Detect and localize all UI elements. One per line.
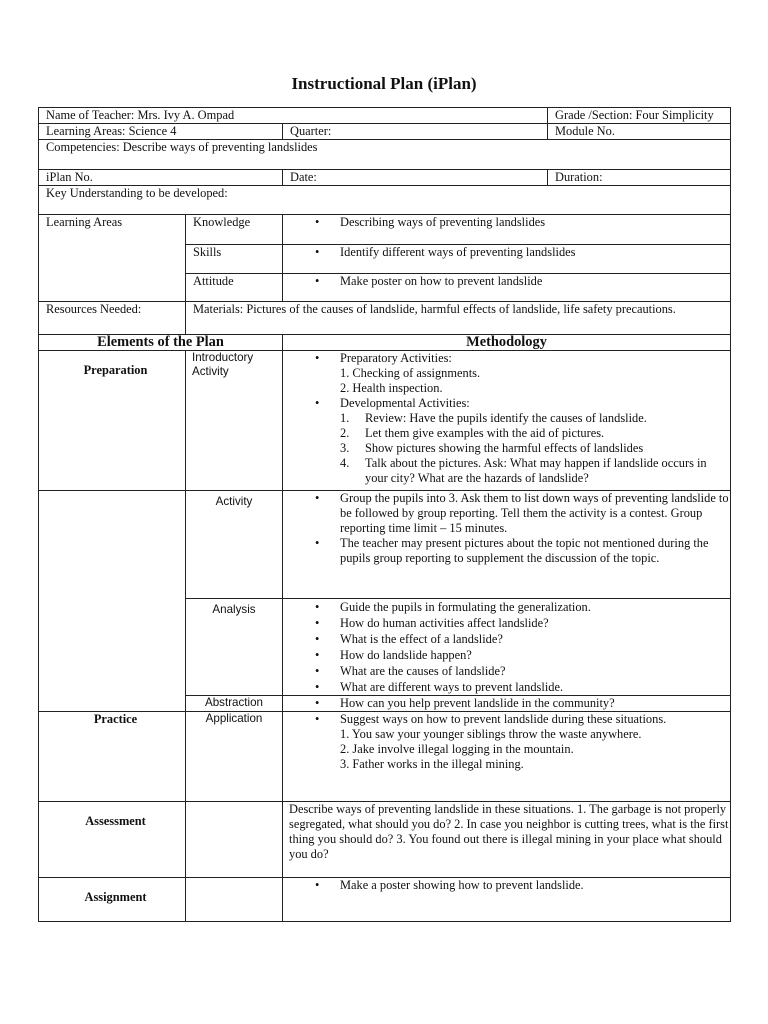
developmental-item: 4. Talk about the pictures. Ask: What may happen if landslide occurs in your city? What are the hazards of landslide? [340, 456, 707, 485]
assignment-methodology [283, 878, 731, 922]
attitude-item [283, 274, 731, 302]
preparation-label-cell [39, 351, 186, 491]
assignment-label: Assignment [84, 890, 147, 904]
preparatory-item: 2. Health inspection. [340, 381, 443, 395]
analysis-item: How do landslide happen? [340, 648, 472, 662]
analysis-item: What are the causes of landslide? [340, 664, 506, 678]
preparation-label: Preparation [83, 363, 148, 377]
date-cell: Date: [283, 170, 548, 186]
activity-methodology [283, 491, 731, 599]
row-teacher [39, 108, 731, 124]
row-knowledge [39, 215, 731, 245]
bullet-icon: • [315, 351, 320, 365]
row-resources [39, 302, 731, 335]
key-understanding-cell: Key Understanding to be developed: [39, 186, 731, 215]
introductory-activity-label: Introductory Activity [186, 351, 283, 491]
attitude-text: Make poster on how to prevent landslide [340, 274, 543, 288]
document-title: Instructional Plan (iPlan) [291, 74, 477, 93]
bullet-icon: • [315, 245, 320, 259]
row-assignment [39, 878, 731, 922]
bullet-icon: • [315, 536, 320, 550]
quarter-cell: Quarter: [283, 124, 548, 140]
developmental-item: 3. Show pictures showing the harmful effects of landslides [340, 441, 644, 455]
domain-skills: Skills [186, 245, 283, 274]
bullet-icon: • [315, 632, 320, 646]
assessment-blank-cell [186, 802, 283, 878]
iplan-no-cell: iPlan No. [39, 170, 283, 186]
bullet-icon: • [315, 712, 320, 726]
abstraction-methodology [283, 696, 731, 712]
abstraction-item: How can you help prevent landslide in the community? [340, 696, 615, 710]
knowledge-item [283, 215, 731, 245]
practice-item: 1. You saw your younger siblings throw the waste anywhere. [340, 727, 642, 741]
activity-item: Group the pupils into 3. Ask them to list down ways of preventing landslide to be followed by group reporting. Tell them the activity is a contest. Group reporting time limit – 15 minutes. [340, 491, 729, 535]
analysis-label: Analysis [186, 599, 283, 696]
assessment-label: Assessment [85, 814, 146, 828]
grade-section-cell: Grade /Section: Four Simplicity [548, 108, 731, 124]
domain-attitude: Attitude [186, 274, 283, 302]
practice-label: Practice [93, 712, 138, 726]
analysis-item: What is the effect of a landslide? [340, 632, 503, 646]
row-practice [39, 712, 731, 802]
competencies-cell: Competencies: Describe ways of preventing landslides [39, 140, 731, 170]
row-column-headers [39, 335, 731, 351]
bullet-icon: • [315, 878, 320, 892]
row-activity [39, 491, 731, 599]
practice-methodology [283, 712, 731, 802]
bullet-icon: • [315, 680, 320, 694]
bullet-icon: • [315, 491, 320, 505]
bullet-icon: • [315, 696, 320, 710]
practice-item: 2. Jake involve illegal logging in the mountain. [340, 742, 574, 756]
elements-header: Elements of the Plan [39, 335, 283, 351]
row-key-understanding [39, 186, 731, 215]
assignment-item: Make a poster showing how to prevent landslide. [340, 878, 584, 892]
developmental-item: 2. Let them give examples with the aid of pictures. [340, 426, 605, 440]
learning-areas-cell: Learning Areas: Science 4 [39, 124, 283, 140]
bullet-icon: • [315, 600, 320, 614]
practice-item: 3. Father works in the illegal mining. [340, 757, 524, 771]
analysis-methodology [283, 599, 731, 696]
domain-knowledge: Knowledge [186, 215, 283, 245]
resources-label: Resources Needed: [39, 302, 186, 335]
row-assessment [39, 802, 731, 878]
preparatory-heading: Preparatory Activities: [340, 351, 452, 365]
practice-heading: Suggest ways on how to prevent landslide during these situations. [340, 712, 667, 726]
row-iplan [39, 170, 731, 186]
duration-cell: Duration: [548, 170, 731, 186]
skills-item [283, 245, 731, 274]
practice-label-cell [39, 712, 186, 802]
methodology-header: Methodology [283, 335, 731, 351]
teacher-cell: Name of Teacher: Mrs. Ivy A. Ompad [39, 108, 548, 124]
application-label: Application [186, 712, 283, 802]
bullet-icon: • [315, 616, 320, 630]
developmental-heading: Developmental Activities: [340, 396, 470, 410]
bullet-icon: • [315, 274, 320, 288]
iplan-table [38, 107, 731, 922]
assignment-label-cell [39, 878, 186, 922]
bullet-icon: • [315, 648, 320, 662]
knowledge-text: Describing ways of preventing landslides [340, 215, 546, 229]
bullet-icon: • [315, 215, 320, 229]
preparatory-item: 1. Checking of assignments. [340, 366, 481, 380]
row-preparation [39, 351, 731, 491]
activity-label: Activity [186, 491, 283, 599]
preparation-methodology [283, 351, 731, 491]
skills-text: Identify different ways of preventing landslides [340, 245, 576, 259]
assessment-label-cell [39, 802, 186, 878]
resources-text: Materials: Pictures of the causes of landslide, harmful effects of landslide, life safety precautions. [186, 302, 731, 335]
analysis-item: What are different ways to prevent landslide. [340, 680, 564, 694]
analysis-item: How do human activities affect landslide? [340, 616, 549, 630]
presentation-blank-cell [39, 491, 186, 712]
assessment-text: Describe ways of preventing landslide in these situations. 1. The garbage is not properly segregated, what should you do? 2. In case you neighbor is cutting trees, what is the first thing you should do? 3. You found out there is illegal mining in your place what should you do? [283, 802, 731, 878]
analysis-item: Guide the pupils in formulating the generalization. [340, 600, 591, 614]
activity-item: The teacher may present pictures about the topic not mentioned during the pupils group reporting to supplement the discussion of the topic. [340, 536, 709, 565]
developmental-item: 1. Review: Have the pupils identify the causes of landslide. [340, 411, 647, 425]
learning-areas-label: Learning Areas [39, 215, 186, 302]
abstraction-label: Abstraction [186, 696, 283, 712]
module-cell: Module No. [548, 124, 731, 140]
row-learning-areas [39, 124, 731, 140]
row-competencies [39, 140, 731, 170]
assignment-blank-cell [186, 878, 283, 922]
bullet-icon: • [315, 664, 320, 678]
bullet-icon: • [315, 396, 320, 410]
